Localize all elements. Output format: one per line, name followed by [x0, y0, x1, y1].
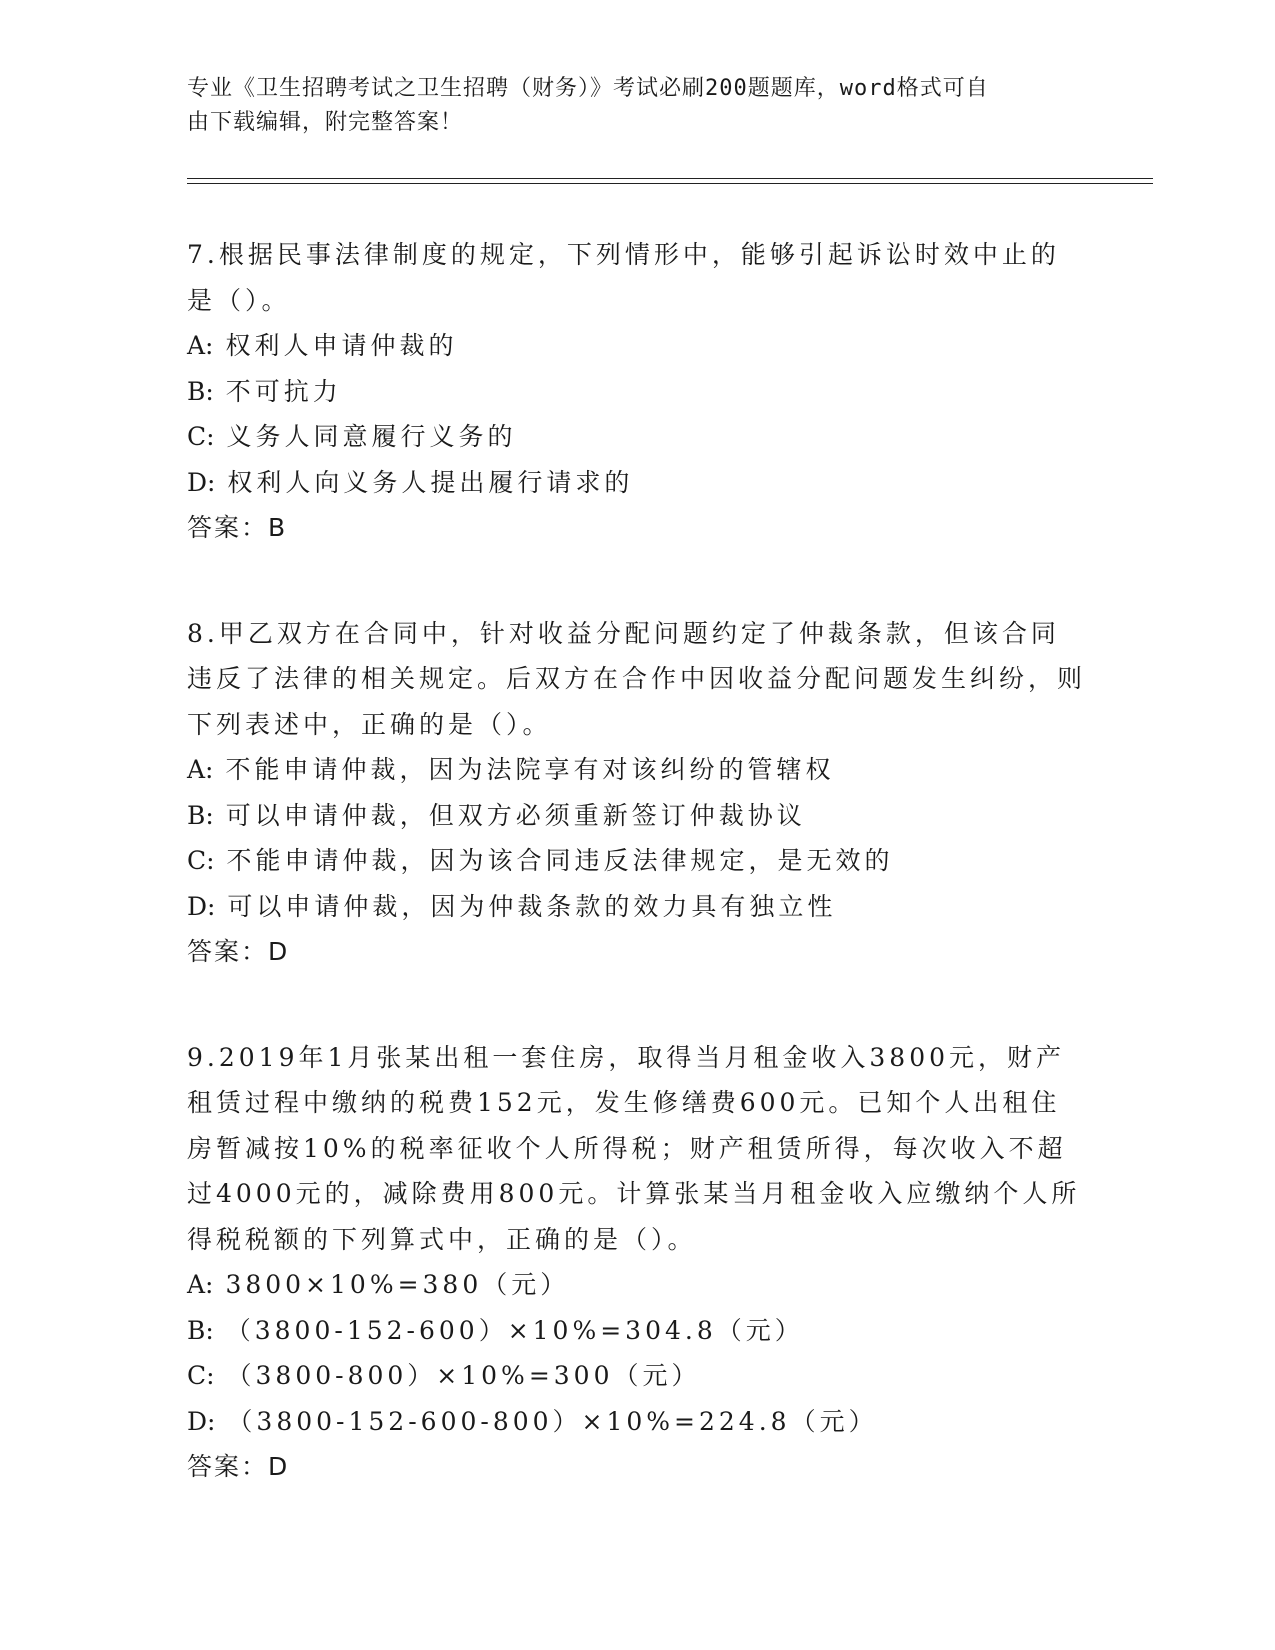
header-line-2: 由下载编辑，附完整答案！: [187, 110, 464, 135]
option-letter: C:: [187, 422, 215, 451]
option-a: [187, 1262, 1087, 1308]
option-text: 义务人同意履行义务的: [226, 422, 517, 451]
header-divider-top: [187, 178, 1153, 179]
question-stem: 8.甲乙双方在合同中，针对收益分配问题约定了仲裁条款，但该合同违反了法律的相关规定。后双方在合作中因收益分配问题发生纠纷，则下列表述中，正确的是（）。: [187, 618, 1087, 739]
option-text: 可以申请仲裁，因为仲裁条款的效力具有独立性: [227, 891, 837, 921]
option-b: [187, 1308, 1087, 1354]
question-stem: 7.根据民事法律制度的规定，下列情形中，能够引起诉讼时效中止的是（）。: [187, 240, 1060, 315]
option-c: [187, 414, 1087, 460]
option-letter: D:: [187, 467, 216, 497]
answer-line: 答案：D: [187, 1452, 290, 1481]
option-text: （3800-152-600）×10%=304.8（元）: [225, 1315, 804, 1345]
header-line-1: 专业《卫生招聘考试之卫生招聘（财务）》考试必刷200题题库，word格式可自: [187, 76, 989, 101]
option-text: （3800-152-600-800）×10%=224.8（元）: [227, 1406, 878, 1436]
option-text: 不可抗力: [225, 376, 342, 406]
question-stem: 9.2019年1月张某出租一套住房，取得当月租金收入3800元，财产租赁过程中缴纳的税费152元，发生修缮费600元。已知个人出租住房暂减按10%的税率征收个人所得税；财产租赁所得，每次收入不超过4000元的，减除费用800元。计算张某当月租金收入应缴纳个人所得税税额的下列算式中，正确的是（）。: [187, 1042, 1081, 1254]
option-letter: C:: [187, 1361, 215, 1390]
option-letter: B:: [187, 1315, 214, 1345]
option-a: [187, 747, 1087, 793]
option-d: [187, 884, 1087, 930]
option-letter: A:: [187, 755, 214, 784]
header-divider-bottom: [187, 183, 1153, 184]
answer-line: 答案：B: [187, 513, 288, 542]
option-text: （3800-800）×10%=300（元）: [226, 1361, 701, 1390]
option-text: 3800×10%=380（元）: [225, 1270, 570, 1299]
option-c: [187, 1353, 1087, 1399]
document-header: [187, 72, 1067, 140]
question-7: [187, 232, 1087, 551]
option-text: 权利人申请仲裁的: [225, 331, 458, 360]
option-letter: C:: [187, 846, 215, 875]
option-text: 可以申请仲裁，但双方必须重新签订仲裁协议: [225, 800, 806, 830]
option-text: 不能申请仲裁，因为法院享有对该纠纷的管辖权: [225, 755, 835, 784]
option-letter: B:: [187, 800, 214, 830]
option-d: [187, 460, 1087, 506]
option-text: 不能申请仲裁，因为该合同违反法律规定，是无效的: [226, 846, 894, 875]
option-letter: D:: [187, 1406, 216, 1436]
option-text: 权利人向义务人提出履行请求的: [227, 467, 634, 497]
option-b: [187, 793, 1087, 839]
option-letter: A:: [187, 331, 214, 360]
option-b: [187, 369, 1087, 415]
option-c: [187, 838, 1087, 884]
option-d: [187, 1399, 1087, 1445]
option-a: [187, 323, 1087, 369]
option-letter: B:: [187, 376, 214, 406]
option-letter: D:: [187, 891, 216, 921]
question-list: [187, 232, 1087, 1550]
option-letter: A:: [187, 1270, 214, 1299]
question-8: [187, 611, 1087, 975]
question-9: [187, 1035, 1087, 1490]
answer-line: 答案：D: [187, 937, 290, 966]
